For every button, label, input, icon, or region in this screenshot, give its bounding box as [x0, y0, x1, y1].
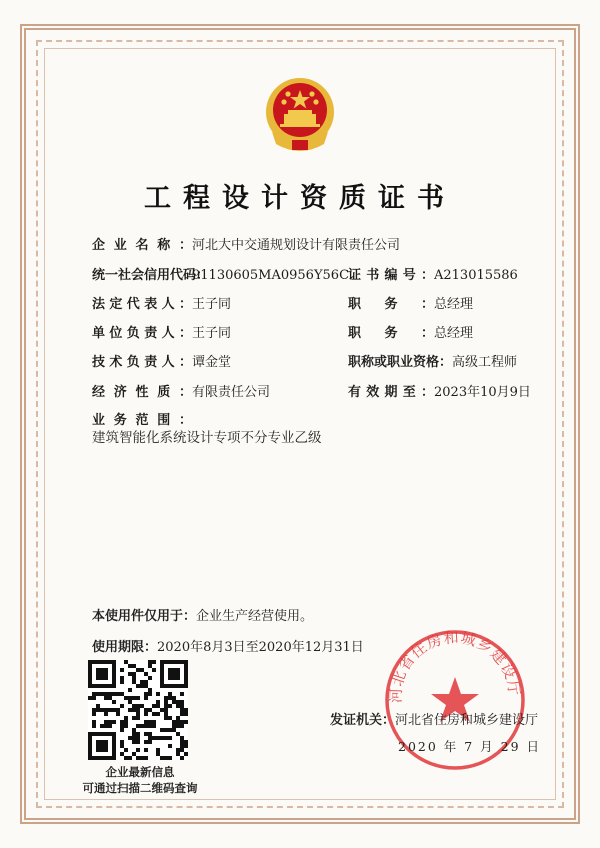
- issuer-row: [330, 709, 538, 728]
- scope-label: 业务范围：: [92, 413, 192, 428]
- tech-title-value: 高级工程师: [452, 355, 518, 370]
- qr-caption-line2: 可通过扫描二维码查询: [82, 781, 198, 795]
- unit-head-value: 王子同: [192, 326, 232, 341]
- issuer-label: 发证机关：: [330, 713, 396, 728]
- usage-period-row: [92, 636, 364, 655]
- position2-value: 总经理: [434, 326, 474, 341]
- company-name-row: [92, 234, 400, 253]
- company-name-label: 企业名称：: [92, 238, 192, 253]
- position1-row: [348, 293, 473, 312]
- tech-head-value: 谭金堂: [192, 355, 232, 370]
- scope-value: 建筑智能化系统设计专项不分专业乙级: [92, 430, 322, 446]
- national-emblem-icon: [262, 72, 338, 154]
- position1-label: 职务：: [348, 297, 434, 312]
- usage-period-value: 2020年8月3日至2020年12月31日: [157, 640, 364, 655]
- cert-no-label: 证书编号：: [348, 268, 434, 283]
- unit-head-label: 单位负责人：: [92, 326, 192, 341]
- tech-head-label: 技术负责人：: [92, 355, 192, 370]
- cert-no-value: A213015586: [434, 268, 518, 283]
- issue-date: 2020 年 7 月 29 日: [398, 739, 542, 754]
- seal-text: 河北省住房和城乡建设厅: [386, 628, 524, 704]
- position2-row: [348, 322, 473, 341]
- econ-nature-value: 有限责任公司: [192, 385, 271, 400]
- valid-until-value: 2023年10月9日: [434, 385, 531, 400]
- certificate-title: 工程设计资质证书: [144, 183, 456, 214]
- tech-title-row: [348, 351, 517, 370]
- position2-label: 职务：: [348, 326, 434, 341]
- credit-code-row: [92, 264, 349, 283]
- company-name-value: 河北大中交通规划设计有限责任公司: [192, 238, 401, 253]
- tech-head-row: [92, 351, 231, 370]
- legal-rep-row: [92, 293, 231, 312]
- issuer-name: 河北省住房和城乡建设厅: [395, 713, 539, 728]
- legal-rep-value: 王子同: [192, 297, 232, 312]
- cert-no-row: [348, 264, 518, 283]
- usage-purpose-value: 企业生产经营使用。: [196, 609, 314, 624]
- qr-code-icon[interactable]: [88, 660, 188, 760]
- credit-code-label: 统一社会信用代码：: [92, 268, 210, 283]
- usage-period-label: 使用期限：: [92, 640, 158, 655]
- usage-purpose-label: 本使用件仅用于：: [92, 609, 197, 624]
- valid-until-label: 有效期至：: [348, 385, 434, 400]
- legal-rep-label: 法定代表人：: [92, 297, 192, 312]
- qr-caption-line1: 企业最新信息: [105, 765, 175, 779]
- tech-title-label: 职称或职业资格：: [348, 355, 453, 370]
- usage-purpose-row: [92, 605, 313, 624]
- unit-head-row: [92, 322, 231, 341]
- position1-value: 总经理: [434, 297, 474, 312]
- valid-until-row: [348, 381, 531, 400]
- econ-nature-row: [92, 381, 270, 400]
- econ-nature-label: 经济性质：: [92, 385, 192, 400]
- credit-code-value: 91130605MA0956Y56C: [192, 268, 350, 283]
